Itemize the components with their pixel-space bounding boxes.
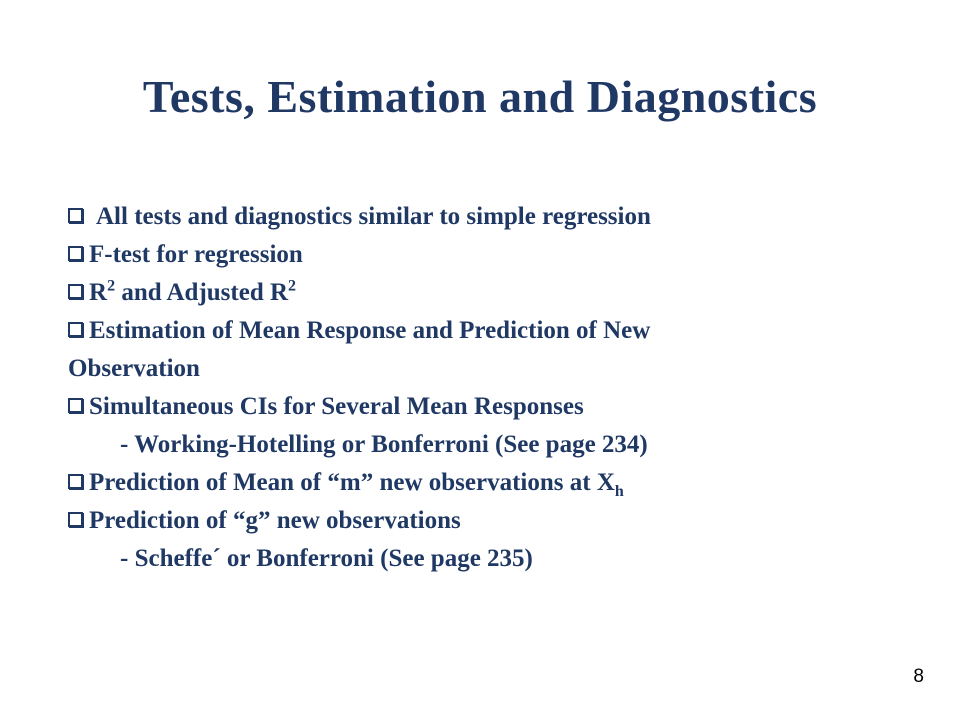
bullet-item-3 bbox=[68, 274, 908, 312]
slide-title: Tests, Estimation and Diagnostics bbox=[142, 71, 818, 122]
bullet-text: and Adjusted R bbox=[115, 279, 289, 306]
sub-text: - Scheffe´ or Bonferroni (See page 235) bbox=[120, 545, 533, 572]
bullet-text: Observation bbox=[68, 355, 200, 382]
bullet-list bbox=[68, 198, 908, 578]
sub-text: - Working-Hotelling or Bonferroni (See page 234) bbox=[120, 431, 648, 458]
bullet-text: Prediction of “g” new observations bbox=[89, 507, 461, 534]
sub-item-5 bbox=[68, 426, 908, 464]
superscript: 2 bbox=[107, 277, 116, 295]
checkbox-bullet-icon bbox=[68, 284, 83, 299]
checkbox-bullet-icon bbox=[68, 208, 83, 223]
bullet-item-4 bbox=[68, 312, 908, 350]
page-number: 8 bbox=[913, 666, 924, 687]
bullet-text: Simultaneous CIs for Several Mean Responses bbox=[89, 393, 584, 420]
bullet-item-2 bbox=[68, 236, 908, 274]
checkbox-bullet-icon bbox=[68, 398, 83, 413]
bullet-item-7 bbox=[68, 502, 908, 540]
bullet-text-r: R bbox=[89, 279, 108, 306]
checkbox-bullet-icon bbox=[68, 246, 83, 261]
superscript: 2 bbox=[288, 277, 297, 295]
bullet-text: F-test for regression bbox=[89, 241, 303, 268]
subscript: h bbox=[614, 483, 624, 500]
bullet-text: Estimation of Mean Response and Prediction of New bbox=[89, 317, 651, 344]
checkbox-bullet-icon bbox=[68, 322, 83, 337]
sub-item-7 bbox=[68, 540, 908, 578]
bullet-item-6 bbox=[68, 464, 908, 502]
checkbox-bullet-icon bbox=[68, 474, 83, 489]
checkbox-bullet-icon bbox=[68, 512, 83, 527]
bullet-text: All tests and diagnostics similar to simple regression bbox=[96, 203, 651, 230]
bullet-item-1 bbox=[68, 198, 908, 236]
bullet-item-5 bbox=[68, 388, 908, 426]
bullet-text: Prediction of Mean of “m” new observations at X bbox=[89, 469, 615, 496]
bullet-item-4-continuation bbox=[68, 350, 908, 388]
